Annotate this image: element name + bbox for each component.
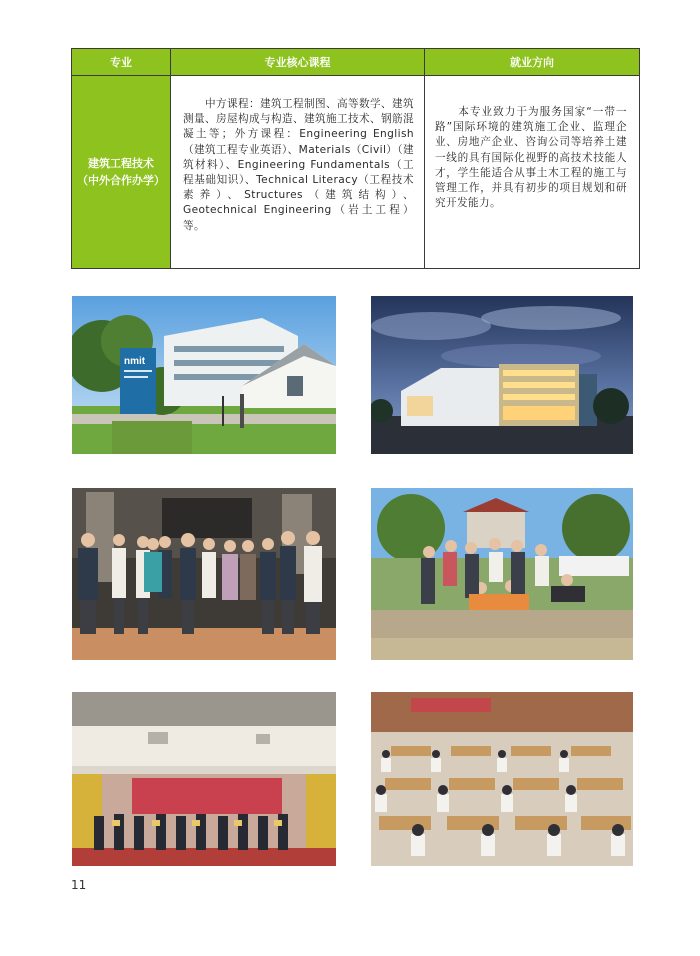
classroom-hall-photo — [371, 692, 633, 866]
career-cell: 本专业致力于为服务国家“一带一路”国际环境的建筑施工企业、监理企业、房地产企业、咨询公司等培养土建一线的具有国际化视野的高技术技能人才，学生能适合从事土木工程的施工与管理工作，并具有初步的项目规划和研究开发能力。 — [425, 76, 640, 269]
nmit-sign-text: nmit — [124, 356, 146, 367]
campus-building-photo — [72, 296, 336, 454]
major-name: 建筑工程技术 — [88, 157, 154, 170]
courses-cell: 中方课程：建筑工程制图、高等数学、建筑测量、房屋构成与构造、建筑施工技术、钢筋混凝土等；外方课程：Engineering English（建筑工程专业英语）、Materials（Civil）（建筑材料）、Engineering Fundamentals（工程基础知识）、Technical Literacy（工程技术素养）、Structures（建筑结构）、Geotechnical Engineering（岩土工程）等。 — [171, 76, 425, 269]
major-type: （中外合作办学） — [77, 174, 165, 187]
header-career: 就业方向 — [425, 49, 640, 76]
students-group-photo-1 — [72, 488, 336, 660]
award-ceremony-photo — [72, 692, 336, 866]
table-header-row — [72, 49, 640, 76]
students-group-photo-2 — [371, 488, 633, 660]
table-row — [72, 76, 640, 269]
major-cell — [72, 76, 171, 269]
building-dusk-photo — [371, 296, 633, 454]
page-number: 11 — [71, 878, 87, 892]
program-table — [71, 48, 640, 269]
header-major: 专业 — [72, 49, 171, 76]
header-courses: 专业核心课程 — [171, 49, 425, 76]
